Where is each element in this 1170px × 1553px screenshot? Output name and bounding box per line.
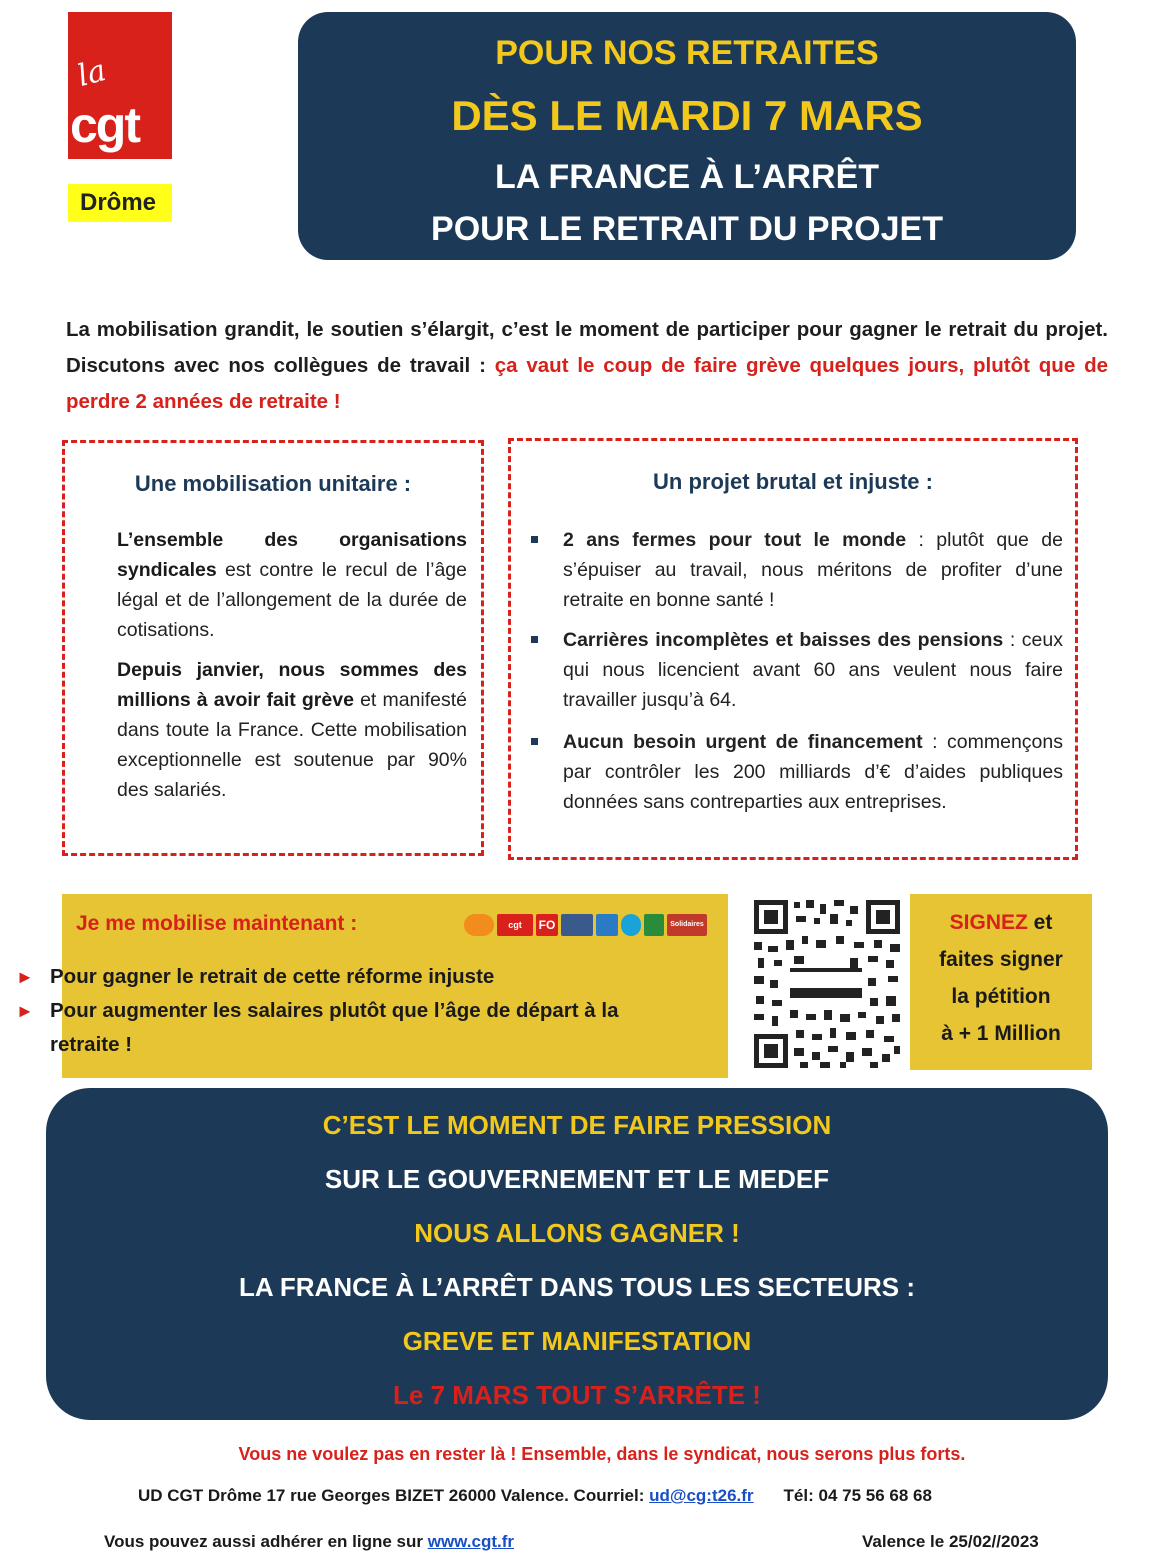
petition-panel bbox=[910, 894, 1092, 1070]
mobilise-item-1: Pour gagner le retrait de cette réforme injuste bbox=[50, 965, 495, 988]
bullet-square-icon bbox=[531, 536, 538, 543]
cftc-logo-icon bbox=[596, 914, 618, 936]
arrow-right-icon: ► bbox=[16, 967, 34, 987]
petition-sign-word: SIGNEZ bbox=[949, 911, 1028, 934]
petition-line-1-rest: et bbox=[1027, 911, 1053, 934]
bullet-square-icon bbox=[531, 636, 538, 643]
logo-la-text: la bbox=[73, 53, 110, 94]
bullet-bold: Carrières incomplètes et baisses des pensions bbox=[563, 629, 1004, 651]
left-p2-bold: Depuis janvier, nous sommes des millions à avoir fait grève bbox=[117, 659, 467, 711]
footer-contact bbox=[138, 1486, 932, 1506]
petition-line-4: à + 1 Million bbox=[941, 1022, 1061, 1045]
footer-slogan: Vous ne voulez pas en rester là ! Ensemble, dans le syndicat, nous serons plus forts. bbox=[238, 1444, 966, 1464]
mobilise-item-2: Pour augmenter les salaires plutôt que l’âge de départ à la retraite ! bbox=[50, 999, 619, 1056]
cgt-small-logo-icon: cgt bbox=[497, 914, 533, 936]
header-banner bbox=[298, 12, 1076, 260]
footer-address: UD CGT Drôme 17 rue Georges BIZET 26000 Valence. Courriel: bbox=[138, 1486, 650, 1505]
bullet-rest: : plutôt que de s’épuiser au travail, nous méritons de profiter d’une retraite en bonne santé ! bbox=[563, 529, 1063, 611]
mobilise-title: Je me mobilise maintenant : bbox=[76, 912, 358, 935]
list-item bbox=[16, 994, 656, 1062]
bottom-line-1: C’EST LE MOMENT DE FAIRE PRESSION bbox=[322, 1110, 832, 1140]
list-item bbox=[523, 625, 1063, 715]
header-line-1: POUR NOS RETRAITES bbox=[495, 34, 879, 72]
header-line-3: LA FRANCE À L’ARRÊT bbox=[494, 158, 880, 196]
right-box-title: Un projet brutal et injuste : bbox=[653, 469, 933, 494]
solidaires-logo-icon: Solidaires bbox=[667, 914, 707, 936]
intro-red-text: ça vaut le coup de faire grève quelques jours, plutôt que de perdre 2 années de retraite ! bbox=[66, 354, 1108, 413]
footer-phone: Tél: 04 75 56 68 68 bbox=[783, 1486, 932, 1505]
cfe-cgc-logo-icon bbox=[561, 914, 593, 936]
cgt-logo bbox=[68, 12, 172, 216]
logo-red-block bbox=[68, 12, 172, 159]
intro-text: La mobilisation grandit, le soutien s’élargit, c’est le moment de participer pour gagner le retrait du projet. Discutons avec nos collègues de travail : bbox=[66, 318, 1108, 377]
union-logos-strip bbox=[464, 910, 734, 940]
left-p1-bold: L’ensemble des organisations syndicales bbox=[117, 529, 467, 581]
petition-qr-code[interactable] bbox=[750, 896, 904, 1072]
petition-line-1 bbox=[910, 904, 1092, 941]
bullet-bold: 2 ans fermes pour tout le monde bbox=[563, 529, 907, 551]
list-item bbox=[523, 525, 1063, 615]
petition-line-2: faites signer bbox=[939, 948, 1063, 971]
footer-join-text: Vous pouvez aussi adhérer en ligne sur bbox=[104, 1532, 428, 1551]
left-box-paragraph-2 bbox=[117, 655, 467, 805]
unitary-mobilisation-box bbox=[62, 440, 484, 856]
bottom-banner bbox=[46, 1088, 1108, 1420]
bullet-rest: : ceux qui nous licencient avant 60 ans veulent nous faire travailler jusqu’à 64. bbox=[563, 629, 1063, 711]
bottom-line-5: GREVE ET MANIFESTATION bbox=[402, 1326, 752, 1356]
fsu-logo-icon bbox=[644, 914, 664, 936]
list-item bbox=[16, 960, 656, 994]
bullet-square-icon bbox=[531, 738, 538, 745]
bottom-line-6: Le 7 MARS TOUT S’ARRÊTE ! bbox=[393, 1380, 761, 1410]
fo-logo-icon: FO bbox=[536, 914, 558, 936]
brutal-project-box bbox=[508, 438, 1078, 860]
bottom-line-2: SUR LE GOUVERNEMENT ET LE MEDEF bbox=[324, 1164, 830, 1194]
footer-email-link[interactable]: ud@cg:t26.fr bbox=[649, 1486, 754, 1505]
arrow-right-icon: ► bbox=[16, 1001, 34, 1021]
header-line-4: POUR LE RETRAIT DU PROJET bbox=[431, 210, 943, 248]
bullet-bold: Aucun besoin urgent de financement bbox=[563, 731, 923, 753]
left-box-title: Une mobilisation unitaire : bbox=[134, 471, 412, 496]
left-box-paragraph-1 bbox=[117, 525, 467, 645]
logo-cgt-text: cgt bbox=[70, 97, 139, 153]
cfdt-logo-icon bbox=[464, 914, 494, 936]
qr-code-icon bbox=[750, 896, 904, 1072]
left-p2-rest: et manifesté dans toute la France. Cette mobilisation exceptionnelle est soutenue par 90% des salariés. bbox=[117, 689, 467, 801]
footer-join-link[interactable]: www.cgt.fr bbox=[427, 1532, 514, 1551]
bottom-line-4: LA FRANCE À L’ARRÊT DANS TOUS LES SECTEURS : bbox=[238, 1272, 916, 1302]
logo-region-label: Drôme bbox=[68, 184, 172, 222]
petition-line-3: la pétition bbox=[951, 985, 1051, 1008]
header-line-2: DÈS LE MARDI 7 MARS bbox=[451, 92, 923, 139]
bullet-rest: : commençons par contrôler les 200 milliards d’€ d’aides publiques données sans contreparties aux entreprises. bbox=[563, 731, 1063, 813]
bottom-line-3: NOUS ALLONS GAGNER ! bbox=[414, 1218, 740, 1248]
left-p1-rest: est contre le recul de l’âge légal et de l’allongement de la durée de cotisations. bbox=[117, 559, 467, 641]
footer-join bbox=[104, 1532, 514, 1552]
footer-date: Valence le 25/02//2023 bbox=[862, 1532, 1039, 1551]
intro-paragraph bbox=[66, 312, 1108, 420]
list-item bbox=[523, 727, 1063, 817]
unsa-logo-icon bbox=[621, 914, 641, 936]
